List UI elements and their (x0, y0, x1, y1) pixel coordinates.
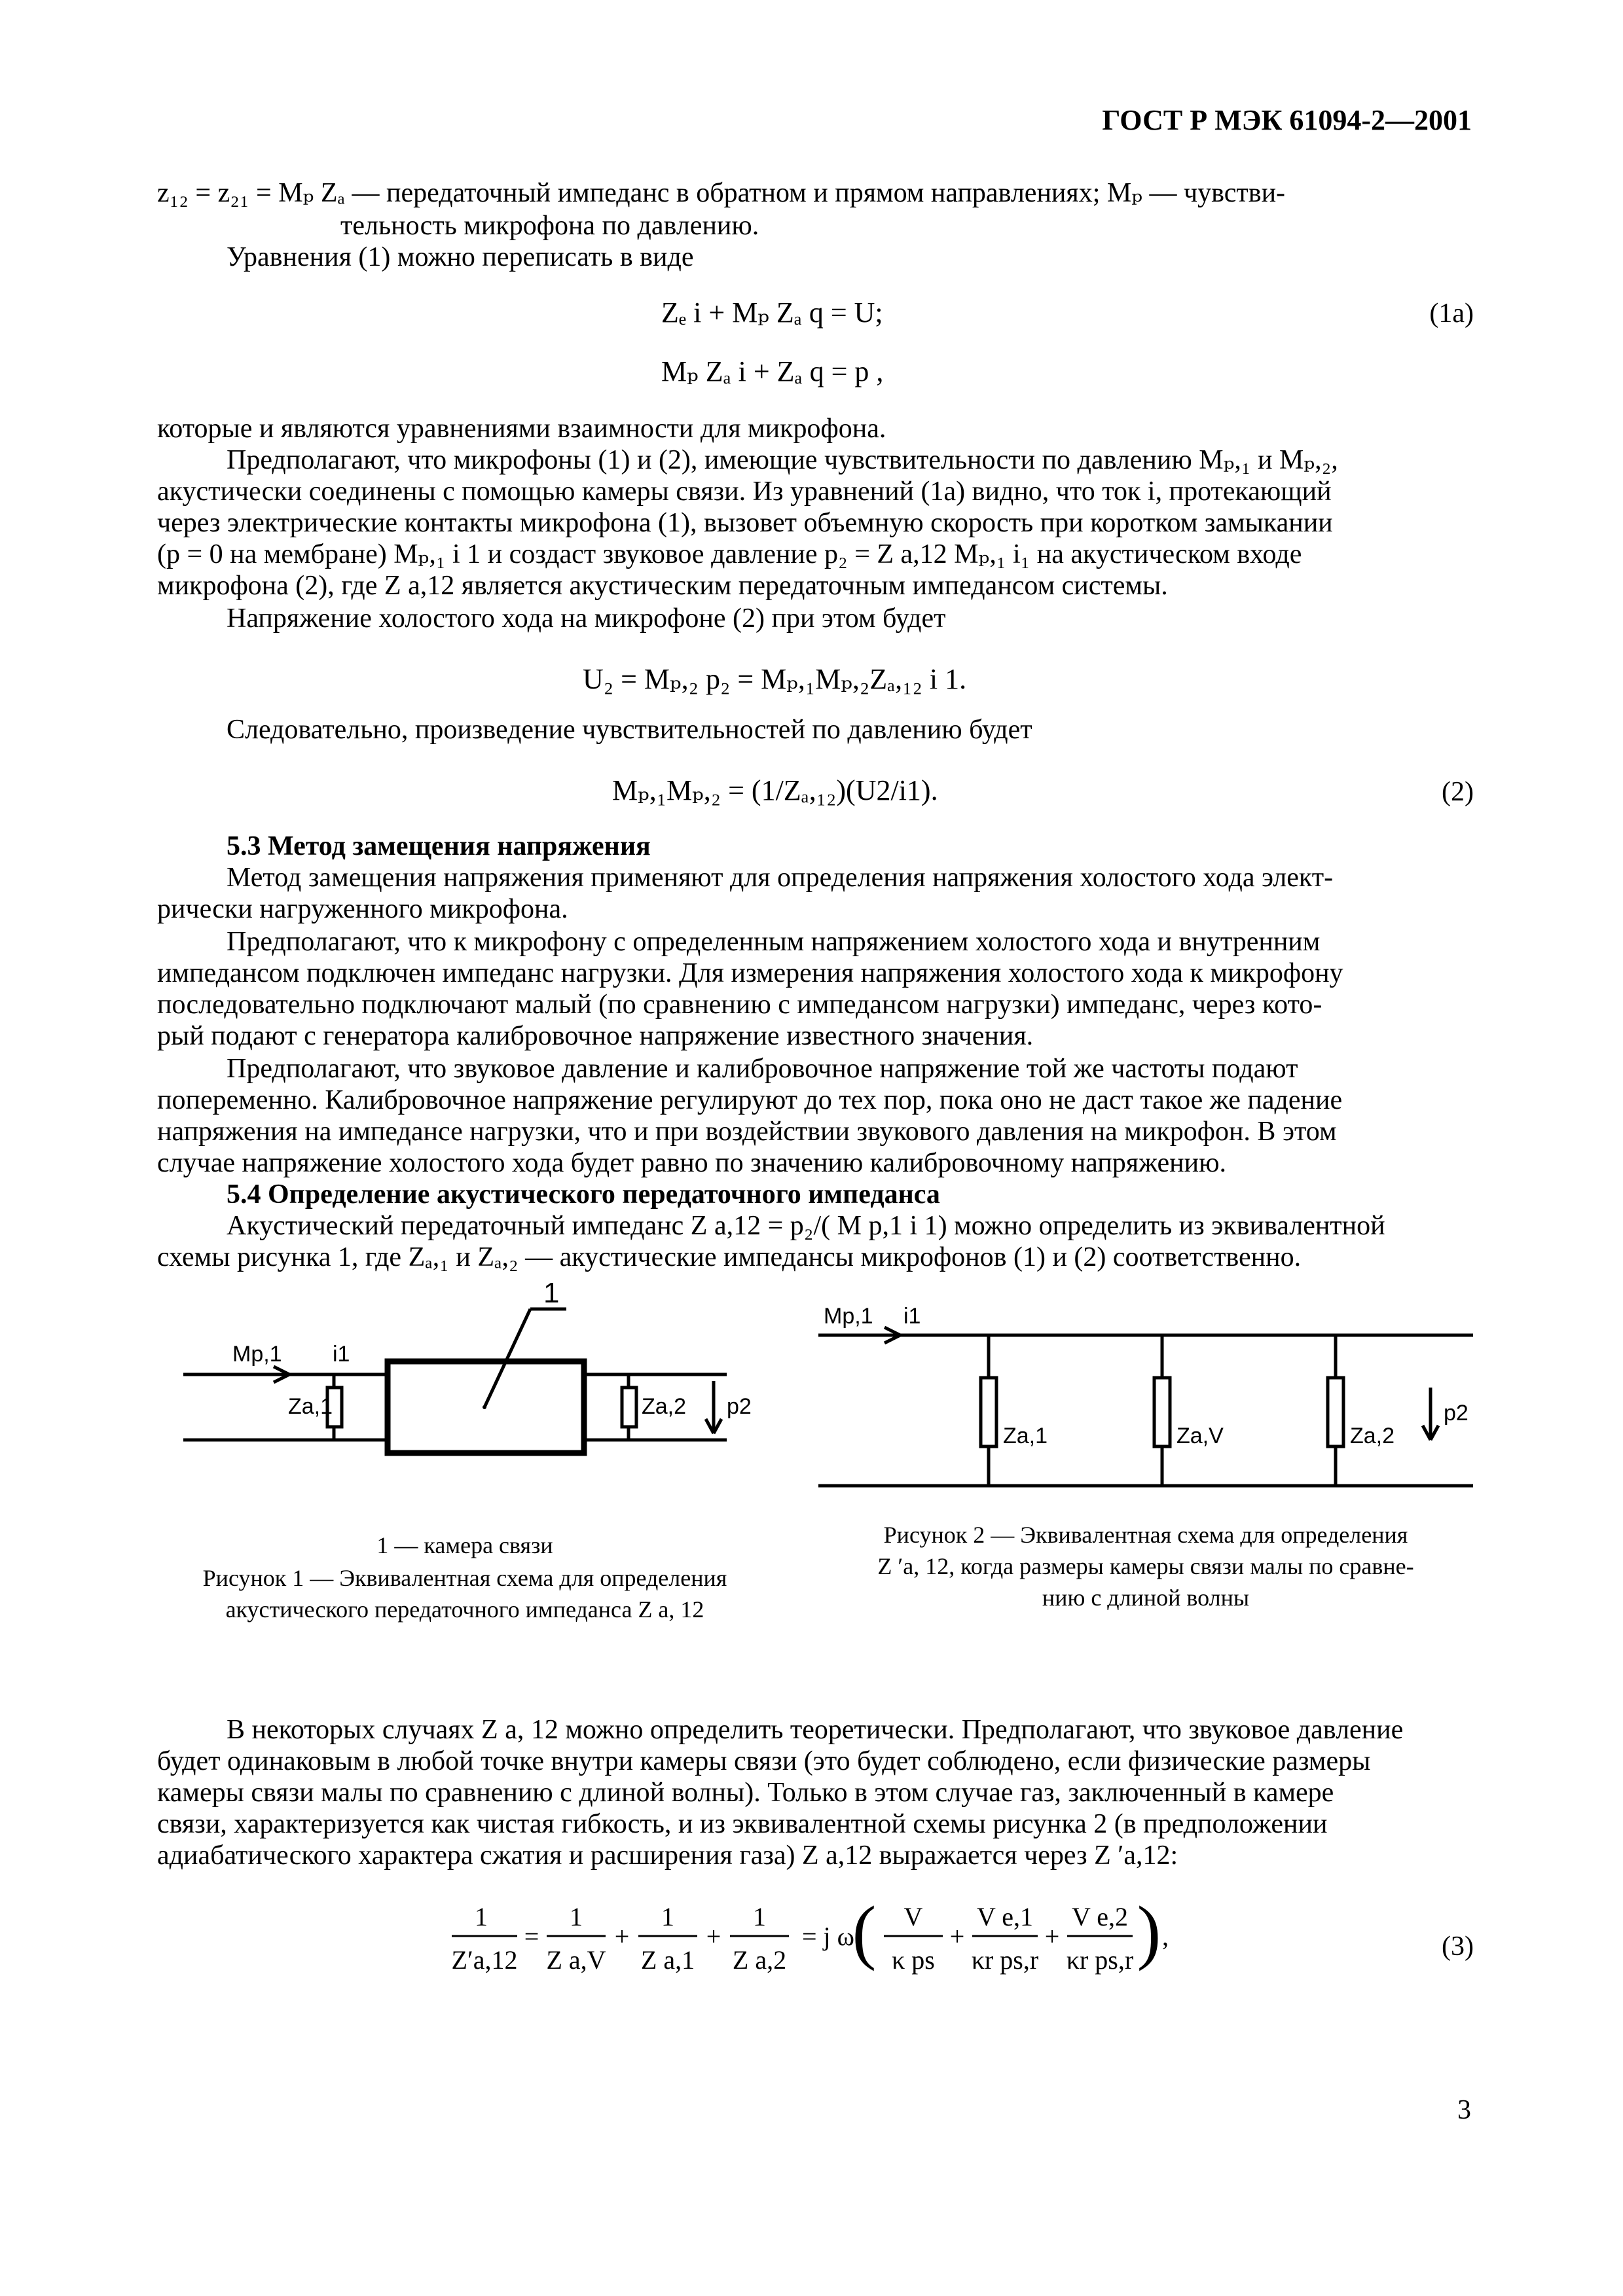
figure-1-caption-line-1: Рисунок 1 — Эквивалентная схема для определения (202, 1565, 727, 1591)
figure-1-caption-line-2: акустического передаточного импеданса Z a, 12 (225, 1596, 704, 1623)
para4-line-5: адиабатического характера сжатия и расширения газа) Z a,12 выражается через Z ′a,12: (157, 1840, 1178, 1871)
s53-line-2: рически нагруженного микрофона. (157, 894, 568, 924)
s53-line-7: Предполагают, что звуковое давление и калибровочное напряжение той же частоты подают (227, 1054, 1298, 1084)
s53-line-6: рый подают с генератора калибровочное напряжение известного значения. (157, 1021, 1034, 1051)
eq3-term1-numerator: 1 (570, 1902, 583, 1931)
eq3-factor3-denominator: κr ps,r (1066, 1945, 1134, 1975)
fig1-za2-label: Za,2 (642, 1394, 687, 1419)
eq3-factor2-numerator: V e,1 (977, 1902, 1033, 1931)
para2-line-4: через электрические контакты микрофона (1), вызовет объемную скорость при коротком замыкании (157, 508, 1333, 538)
equation-1a-number: (1a) (1429, 298, 1474, 329)
para4-line-3: камеры связи малы по сравнению с длиной волны). Только в этом случае газ, заключенный в камере (157, 1778, 1334, 1808)
figure-1-circuit (177, 1276, 753, 1525)
fig2-za1-label: Za,1 (1003, 1424, 1048, 1448)
s54-line-1: Акустический передаточный импеданс Z a,12 = p₂/( M p,1 i 1) можно определить из эквивалентной (227, 1211, 1385, 1241)
eq3-term1-denominator: Z a,V (546, 1945, 606, 1975)
svg-text:=: = (524, 1922, 539, 1951)
eq3-term3-numerator: 1 (753, 1902, 766, 1931)
eq3-factor3-numerator: V e,2 (1072, 1902, 1128, 1931)
s53-line-1: Метод замещения напряжения применяют для определения напряжения холостого хода элект- (227, 863, 1334, 893)
para2-line-5: (p = 0 на мембране) Mₚ,₁ i 1 и создаст звуковое давление p₂ = Z a,12 Mₚ,₁ i₁ на акустическом входе (157, 539, 1302, 569)
intro-line: Уравнения (1) можно переписать в виде (227, 242, 694, 272)
definition-line-2: тельность микрофона по давлению. (340, 211, 759, 241)
definition-line-1: z₁₂ = z₂₁ = Mₚ Zₐ — передаточный импеданс в обратном и прямом направлениях; Mₚ — чувстви- (157, 178, 1286, 208)
eq3-lhs-numerator: 1 (475, 1902, 488, 1931)
figure-2-caption-line-3: нию с длиной волны (1042, 1585, 1250, 1611)
fig2-za2-label: Za,2 (1350, 1424, 1395, 1448)
fig1-i1-label: i1 (333, 1342, 350, 1367)
svg-text:): ) (1137, 1892, 1161, 1971)
para3-line: Следовательно, произведение чувствительностей по давлению будет (227, 715, 1032, 745)
eq3-lhs-denominator: Z′a,12 (451, 1945, 518, 1975)
equation-1a-line-1: Zₑ i + Mₚ Zₐ q = U; (661, 296, 883, 329)
svg-text:+: + (614, 1922, 630, 1951)
eq3-term3-denominator: Z a,2 (732, 1945, 787, 1975)
para2-line-6: микрофона (2), где Z a,12 является акустическим передаточным импедансом системы. (157, 571, 1168, 601)
figure-2-circuit (812, 1289, 1480, 1512)
figure-2-caption-line-2: Z ′a, 12, когда размеры камеры связи малы по сравне- (877, 1553, 1414, 1579)
equation-1a-line-2: Mₚ Zₐ i + Zₐ q = p , (661, 355, 884, 387)
section-5-4-title: 5.4 Определение акустического передаточного импеданса (227, 1179, 940, 1210)
figure-1-legend: 1 — камера связи (376, 1532, 553, 1558)
s53-line-8: попеременно. Калибровочное напряжение регулируют до тех пор, пока оно не даст такое же падение (157, 1085, 1343, 1115)
equation-2: Mₚ,₁Mₚ,₂ = (1/Zₐ,₁₂)(U2/i1). (612, 774, 938, 806)
equation-u2: U₂ = Mₚ,₂ p₂ = Mₚ,₁Mₚ,₂Zₐ,₁₂ i 1. (583, 663, 967, 695)
section-5-3-title: 5.3 Метод замещения напряжения (227, 831, 651, 861)
para2-line-1: которые и являются уравнениями взаимности для микрофона. (157, 414, 886, 444)
fig2-i1-label: i1 (903, 1304, 921, 1329)
s53-line-9: напряжения на импедансе нагрузки, что и при воздействии звукового давления на микрофон. В этом (157, 1117, 1337, 1147)
equation-2-number: (2) (1442, 777, 1474, 807)
s53-line-10: случае напряжение холостого хода будет равно по значению калибровочному напряжению. (157, 1148, 1226, 1178)
svg-text:(: ( (852, 1892, 877, 1971)
standard-header: ГОСТ Р МЭК 61094-2—2001 (1102, 104, 1472, 136)
eq3-factor1-denominator: κ ps (892, 1945, 935, 1975)
svg-text:,: , (1162, 1922, 1169, 1951)
para4-line-2: будет одинаковым в любой точке внутри камеры связи (это будет соблюдено, если физические размеры (157, 1746, 1371, 1776)
svg-text:+: + (1044, 1922, 1060, 1951)
eq3-factor1-numerator: V (903, 1902, 923, 1931)
page-number: 3 (1457, 2095, 1471, 2125)
svg-text:+: + (706, 1922, 721, 1951)
para4-line-1: В некоторых случаях Z a, 12 можно определить теоретически. Предполагают, что звуковое давление (227, 1715, 1404, 1745)
figure-2-caption-line-1: Рисунок 2 — Эквивалентная схема для определения (883, 1522, 1408, 1548)
s53-line-3: Предполагают, что к микрофону с определенным напряжением холостого хода и внутренним (227, 927, 1321, 957)
s53-line-5: последовательно подключают малый (по сравнению с импедансом нагрузки) импеданс, через кото- (157, 990, 1322, 1020)
para2-line-2: Предполагают, что микрофоны (1) и (2), имеющие чувствительности по давлению Mₚ,₁ и Mₚ,₂, (227, 445, 1338, 475)
para2-line-3: акустически соединены с помощью камеры связи. Из уравнений (1а) видно, что ток i, протекающий (157, 476, 1332, 507)
svg-text:+: + (949, 1922, 965, 1951)
s53-line-4: импедансом подключен импеданс нагрузки. Для измерения напряжения холостого хода к микрофону (157, 958, 1343, 988)
eq3-term2-denominator: Z a,1 (640, 1945, 695, 1975)
fig2-p2-label: p2 (1444, 1401, 1468, 1426)
fig2-mp1-label: Mp,1 (824, 1304, 873, 1329)
fig1-mp1-label: Mp,1 (232, 1342, 282, 1367)
eq3-middle: = j ω (802, 1922, 854, 1951)
fig2-zav-label: Za,V (1176, 1424, 1224, 1448)
fig1-callout-label: 1 (543, 1277, 560, 1309)
para2-line-7: Напряжение холостого хода на микрофоне (2) при этом будет (227, 603, 946, 634)
s54-line-2: схемы рисунка 1, где Zₐ,₁ и Zₐ,₂ — акустические импедансы микрофонов (1) и (2) соответственно. (157, 1242, 1302, 1272)
fig1-za1-label: Za,1 (288, 1394, 333, 1419)
para4-line-4: связи, характеризуется как чистая гибкость, и из эквивалентной схемы рисунка 2 (в предположении (157, 1809, 1328, 1839)
equation-3 (445, 1892, 1178, 1996)
fig1-p2-label: p2 (727, 1394, 752, 1419)
eq3-factor2-denominator: κr ps,r (971, 1945, 1039, 1975)
eq3-term2-numerator: 1 (661, 1902, 674, 1931)
equation-3-number: (3) (1442, 1931, 1474, 1962)
